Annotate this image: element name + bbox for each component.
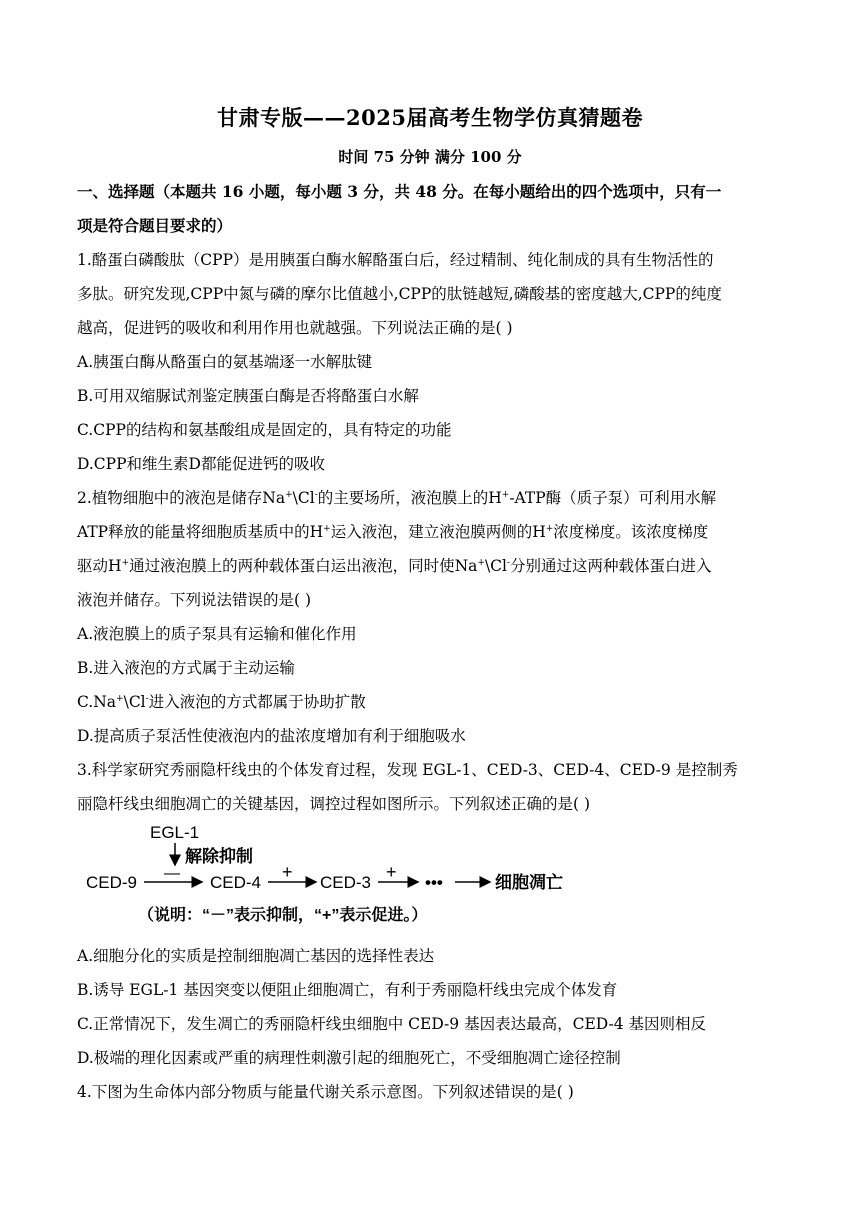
q2-option-c: C.Na+\Cl-进入液泡的方式都属于协助扩散 (77, 693, 366, 711)
q3-stem-line1: 3.科学家研究秀丽隐杆线虫的个体发育过程，发现 EGL-1、CED-3、CED-4、CED-9 是控制秀 (77, 761, 738, 779)
section-heading: 一、选择题（本题共 16 小题，每小题 3 分，共 48 分。在每小题给出的四个选项中，只有一 (77, 182, 722, 201)
q4-stem-line1: 4.下图为生命体内部分物质与能量代谢关系示意图。下列叙述错误的是( ) (77, 1083, 574, 1101)
ced4-label: CED-4 (210, 873, 262, 892)
q1-option-b: B.可用双缩脲试剂鉴定胰蛋白酶是否将酪蛋白水解 (77, 387, 419, 405)
q2-stem-line4: 液泡并储存。下列说法错误的是( ) (77, 591, 312, 609)
q1-stem-line1: 1.酪蛋白磷酸肽（CPP）是用胰蛋白酶水解酪蛋白后，经过精制、纯化制成的具有生物活性的 (77, 251, 714, 269)
q2-stem-line2: ATP释放的能量将细胞质基质中的H+运入液泡，建立液泡膜两侧的H+浓度梯度。该浓度梯度 (77, 523, 709, 541)
apoptosis-label: 细胞凋亡 (495, 873, 563, 892)
q3-option-a: A.细胞分化的实质是控制细胞凋亡基因的选择性表达 (77, 947, 435, 965)
inhibit-sign: — (164, 865, 180, 882)
q2-option-a: A.液泡膜上的质子泵具有运输和催化作用 (77, 625, 357, 643)
ellipsis-dots: ••• (425, 873, 443, 892)
q1-stem-line3: 越高，促进钙的吸收和利用作用也就越强。下列说法正确的是( ) (77, 319, 513, 337)
exam-time-score: 时间 75 分钟 满分 100 分 (338, 148, 522, 166)
q1-option-a: A.胰蛋白酶从酪蛋白的氨基端逐一水解肽键 (77, 353, 373, 371)
q3-stem-line2: 丽隐杆线虫细胞凋亡的关键基因，调控过程如图所示。下列叙述正确的是( ) (77, 795, 591, 813)
release-inhibition-label: 解除抑制 (185, 847, 253, 866)
q1-stem-line2: 多肽。研究发现,CPP中氮与磷的摩尔比值越小,CPP的肽链越短,磷酸基的密度越大,CPP的纯度 (77, 285, 722, 303)
egl1-label: EGL-1 (150, 823, 200, 842)
apoptosis-pathway-diagram (80, 820, 600, 930)
page-title: 甘肃专版——2025届高考生物学仿真猜题卷 (217, 105, 643, 130)
q3-option-c: C.正常情况下，发生凋亡的秀丽隐杆线虫细胞中 CED-9 基因表达最高，CED-4 基因则相反 (77, 1015, 706, 1033)
ced3-label: CED-3 (320, 873, 372, 892)
q1-option-d: D.CPP和维生素D都能促进钙的吸收 (77, 455, 325, 473)
q3-option-d: D.极端的理化因素或严重的病理性刺激引起的细胞死亡，不受细胞凋亡途径控制 (77, 1049, 621, 1067)
ced9-label: CED-9 (86, 873, 138, 892)
q1-option-c: C.CPP的结构和氨基酸组成是固定的，具有特定的功能 (77, 421, 452, 439)
promote-sign-1: + (282, 862, 293, 882)
q2-option-d: D.提高质子泵活性使液泡内的盐浓度增加有利于细胞吸水 (77, 727, 466, 745)
q2-option-b: B.进入液泡的方式属于主动运输 (77, 659, 295, 677)
promote-sign-2: + (386, 862, 397, 882)
q2-stem-line1: 2.植物细胞中的液泡是储存Na+\Cl-的主要场所，液泡膜上的H+-ATP酶（质子泵）可利用水解 (77, 489, 717, 507)
section-heading-cont: 项是符合题目要求的） (77, 216, 233, 235)
q3-option-b: B.诱导 EGL-1 基因突变以便阻止细胞凋亡，有利于秀丽隐杆线虫完成个体发育 (77, 981, 618, 999)
q2-stem-line3: 驱动H+通过液泡膜上的两种载体蛋白运出液泡，同时使Na+\Cl-分别通过这两种载体蛋白进入 (77, 557, 712, 575)
diagram-note: （说明：“－”表示抑制，“+”表示促进。） (138, 907, 428, 924)
